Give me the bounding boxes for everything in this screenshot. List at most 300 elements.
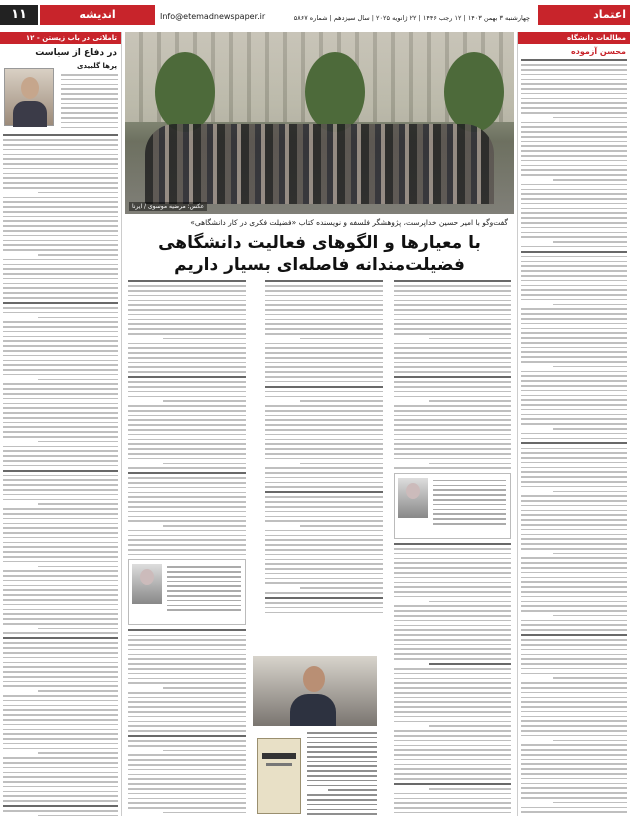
text-line [394,295,511,297]
text-line [265,539,383,541]
text-line [521,227,627,229]
text-line [3,632,118,634]
text-line [128,290,246,292]
text-line [521,610,627,612]
text-line [521,112,627,114]
text-line [394,405,511,407]
text-line [128,549,246,551]
text-line [3,733,118,735]
text-line [394,314,511,316]
text-line [265,424,383,426]
text-line [128,639,246,641]
text-line [3,546,118,548]
text-line [265,506,383,508]
text-line [3,637,118,639]
text-line [521,198,627,200]
text-line [394,629,511,631]
text-line [394,362,511,364]
text-line [265,319,383,321]
text-line [3,599,118,601]
text-line [265,309,383,311]
text-line [521,256,627,258]
text-line [521,706,627,708]
text-line [521,294,627,296]
text-line [38,441,119,443]
text-line [394,558,511,560]
text-line [394,467,511,469]
text-line [3,729,118,731]
text-line [394,443,511,445]
text-line [394,706,511,708]
text-line [265,352,383,354]
text-line [553,553,627,555]
page-number: ۱۱ [0,5,38,25]
text-line [521,313,627,315]
text-line [394,687,511,689]
text-line [394,682,511,684]
text-line [265,362,383,364]
text-line [128,366,246,368]
text-line [3,499,118,501]
text-line [61,84,118,86]
text-line [307,794,377,796]
text-line [3,786,118,788]
text-line [128,419,246,421]
text-line [128,285,246,287]
text-line [394,653,511,655]
pullquote-box [394,473,511,539]
text-line [265,530,383,532]
text-line [3,144,118,146]
text-line [394,371,511,373]
text-line [61,122,118,124]
text-line [128,496,246,498]
text-line [521,778,627,780]
text-line [128,386,246,388]
text-line [3,249,118,251]
text-line [265,453,383,455]
text-line [3,494,118,496]
text-line [265,295,383,297]
text-line [521,107,627,109]
text-line [3,484,118,486]
text-line [265,386,383,388]
text-line [128,635,246,637]
text-line [394,323,511,325]
text-line [553,366,627,368]
text-line [128,544,246,546]
text-line [521,462,627,464]
text-line [3,685,118,687]
text-line [394,381,511,383]
text-line [38,503,119,505]
text-line [521,299,627,301]
text-line [521,759,627,761]
text-line [521,514,627,516]
text-line [394,678,511,680]
text-line [521,64,627,66]
text-line [3,681,118,683]
text-line [3,709,118,711]
text-line [307,809,377,811]
text-line [521,658,627,660]
text-line [38,254,119,256]
text-line [521,629,627,631]
text-line [128,506,246,508]
text-line [521,395,627,397]
text-line [163,338,246,340]
text-line [163,463,246,465]
text-line [3,168,118,170]
text-line [3,139,118,141]
text-line [128,735,246,737]
text-line [521,98,627,100]
text-line [128,319,246,321]
text-line [394,352,511,354]
text-line [394,419,511,421]
text-line [394,304,511,306]
text-line [521,385,627,387]
text-line [265,592,383,594]
text-line [167,595,241,597]
text-line [3,523,118,525]
text-line [128,472,246,474]
text-line [167,609,241,611]
text-line [128,443,246,445]
text-line [521,644,627,646]
text-line [61,88,118,90]
text-line [394,343,511,345]
text-line [521,126,627,128]
text-line [394,697,511,699]
text-line [3,407,118,409]
text-line [521,668,627,670]
text-line [394,812,511,814]
text-line [394,807,511,809]
text-line [433,513,506,515]
text-line [521,371,627,373]
text-line [394,711,511,713]
text-line [128,774,246,776]
email-address[interactable]: Info@etemadnewspaper.ir [160,12,266,21]
text-line [128,448,246,450]
text-line [433,494,506,496]
text-line [429,601,511,603]
text-line [128,730,246,732]
text-line [3,556,118,558]
text-line [521,261,627,263]
text-line [394,759,511,761]
text-line [521,581,627,583]
text-line [128,396,246,398]
text-line [128,516,246,518]
text-line [394,415,511,417]
text-line [128,644,246,646]
text-line [553,304,627,306]
text-line [521,639,627,641]
text-line [265,559,383,561]
text-line [265,477,383,479]
text-line [3,446,118,448]
text-line [521,337,627,339]
text-line [128,539,246,541]
text-line [394,668,511,670]
text-line [3,662,118,664]
text-line [521,524,627,526]
text-line [521,375,627,377]
text-line [3,360,118,362]
interviewee-photo [253,656,377,726]
text-line [128,535,246,537]
text-line [3,403,118,405]
text-line [265,429,383,431]
text-line [521,605,627,607]
text-line [265,285,383,287]
text-line [3,604,118,606]
text-line [553,241,627,243]
text-line [521,414,627,416]
text-line [128,391,246,393]
text-line [3,537,118,539]
text-line [521,438,627,440]
text-line [265,396,383,398]
text-line [3,268,118,270]
text-line [394,764,511,766]
text-line [394,610,511,612]
text-line [394,754,511,756]
text-line [307,765,377,767]
text-line [3,206,118,208]
text-line [429,463,511,465]
right-column-tag: مطالعات دانشگاه [518,32,630,44]
text-line [128,487,246,489]
text-line [521,265,627,267]
text-line [521,275,627,277]
text-line [265,343,383,345]
text-line [167,605,241,607]
text-line [265,323,383,325]
text-line [429,725,511,727]
text-line [167,571,241,573]
text-line [3,244,118,246]
text-line [521,323,627,325]
article-kicker: گفت‌وگو با امیر حسین خداپرست، پژوهشگر فلسفه و نویسنده کتاب «فضیلت فکری در کار دانشگاهی» [190,218,508,227]
text-line [128,701,246,703]
text-line [265,443,383,445]
text-line [3,312,118,314]
text-line [265,304,383,306]
text-line [3,436,118,438]
text-line [128,769,246,771]
text-line [521,169,627,171]
text-line [521,423,627,425]
text-line [394,773,511,775]
text-line [521,792,627,794]
text-line [394,605,511,607]
text-line [3,532,118,534]
text-line [521,500,627,502]
text-line [521,59,627,61]
text-line [307,770,377,772]
text-line [394,309,511,311]
text-line [3,235,118,237]
text-line [521,93,627,95]
pullquote-box-2 [128,559,246,625]
text-line [394,783,511,785]
text-line [3,398,118,400]
text-line [128,424,246,426]
text-line [307,737,377,739]
dateline: چهارشنبه ۳ بهمن ۱۴۰۳ | ۱۲ رجب ۱۴۴۶ | ۲۲ ژانویه ۲۰۲۵ | سال سیزدهم | شماره ۵۸۶۷ [293,14,530,22]
text-line [3,738,118,740]
text-line [61,93,118,95]
text-line [3,479,118,481]
text-line [128,323,246,325]
text-line [521,620,627,622]
page-header [0,0,630,30]
text-line [3,364,118,366]
text-line [128,793,246,795]
text-line [394,424,511,426]
text-line [521,567,627,569]
text-line [521,251,627,253]
text-line [3,791,118,793]
text-line [553,802,627,804]
text-line [394,453,511,455]
text-line [521,433,627,435]
text-line [521,783,627,785]
text-line [3,508,118,510]
text-line [521,285,627,287]
text-line [3,805,118,807]
text-line [128,300,246,302]
main-article [125,32,514,816]
text-line [521,763,627,765]
text-line [265,448,383,450]
text-line [128,280,246,282]
text-line [3,527,118,529]
text-line [394,285,511,287]
text-line [128,511,246,513]
text-line [521,510,627,512]
text-line [38,317,119,319]
text-line [3,513,118,515]
text-line [3,594,118,596]
text-line [265,482,383,484]
text-line [307,756,377,758]
text-line [3,810,118,812]
text-line [61,127,118,129]
left-column-title: در دفاع از سیاست [35,48,117,58]
text-line [128,347,246,349]
text-line [3,177,118,179]
text-line [265,381,383,383]
text-line [394,572,511,574]
text-line [3,642,118,644]
text-line [128,381,246,383]
text-line [265,410,383,412]
text-line [3,455,118,457]
text-line [521,83,627,85]
text-line [521,79,627,81]
text-line [265,357,383,359]
text-line [394,615,511,617]
text-line [521,538,627,540]
text-line [128,410,246,412]
text-line [307,742,377,744]
text-line [394,333,511,335]
text-line [521,716,627,718]
text-line [394,567,511,569]
text-line [521,189,627,191]
text-line [265,607,383,609]
text-line [3,772,118,774]
text-line [521,102,627,104]
text-line [128,482,246,484]
text-line [521,481,627,483]
text-line [3,570,118,572]
text-line [265,371,383,373]
text-line [3,374,118,376]
text-line [128,692,246,694]
text-line [394,740,511,742]
text-line [394,745,511,747]
text-line [394,543,511,545]
text-line [307,799,377,801]
text-line [521,692,627,694]
left-column-body [0,134,121,816]
text-line [265,549,383,551]
text-line [128,778,246,780]
text-line [521,332,627,334]
text-line [521,586,627,588]
text-line [394,692,511,694]
text-line [3,220,118,222]
text-line [163,687,246,689]
text-line [394,798,511,800]
pullquote-portrait [398,478,428,518]
text-line [521,208,627,210]
text-line [3,134,118,136]
text-line [394,376,511,378]
text-line [3,561,118,563]
text-line [3,211,118,213]
right-column-body [518,59,630,816]
text-line [521,768,627,770]
text-line [394,793,511,795]
text-line [128,501,246,503]
text-line [163,812,246,814]
text-line [307,732,377,734]
text-line [521,184,627,186]
text-line [265,544,383,546]
text-line [521,160,627,162]
text-line [307,813,377,815]
text-line [3,575,118,577]
text-line [394,586,511,588]
text-line [3,705,118,707]
text-line [394,701,511,703]
text-line [3,278,118,280]
text-line [394,562,511,564]
text-line [3,340,118,342]
text-line [3,154,118,156]
text-line [521,673,627,675]
text-line [394,639,511,641]
text-line [521,754,627,756]
text-line [3,585,118,587]
text-line [3,489,118,491]
